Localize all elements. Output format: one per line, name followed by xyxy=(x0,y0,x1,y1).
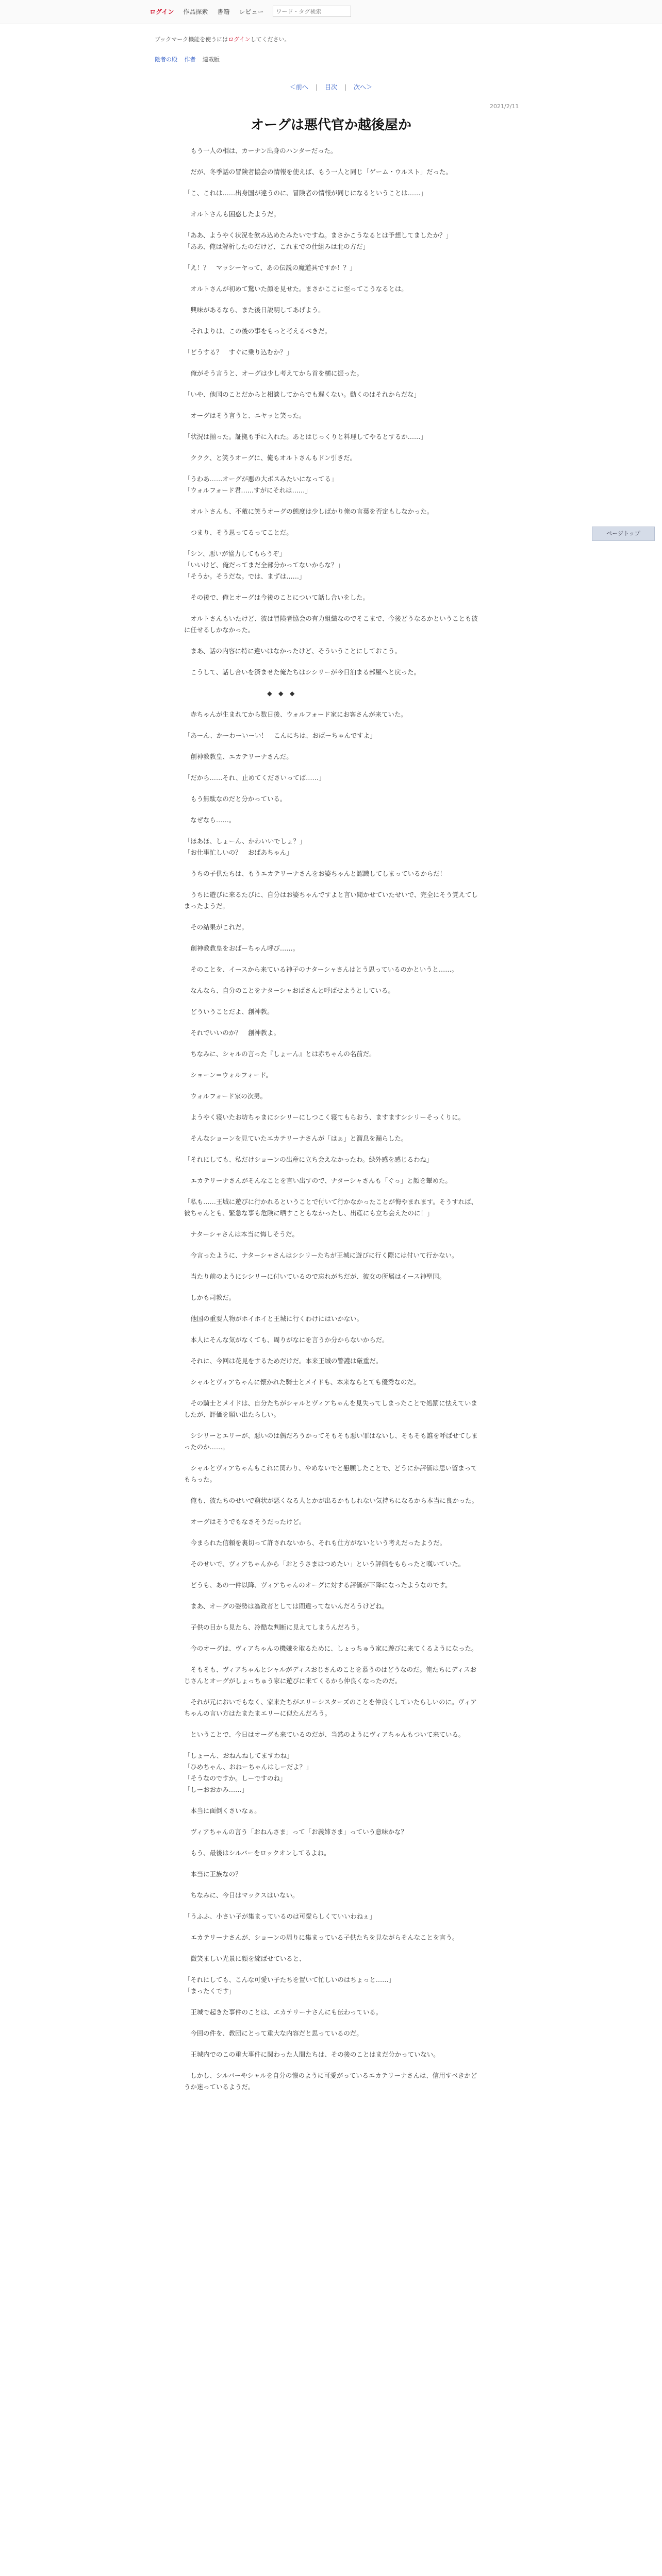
story-paragraph: しかし、シルバーやシャルを自分の懐のように可愛がっているエカテリーナさんは、信用すべきかどうか迷っているようだ。 xyxy=(184,2072,477,2091)
story-paragraph: その後で、俺とオーグは今後のことについて話し合いをした。 xyxy=(184,594,369,601)
story-paragraph: 「それにしても、私だけショーンの出産に立ち会えなかったわ。緑外感を感じるわね」 xyxy=(184,1156,433,1163)
story-paragraph: ちなみに、シャルの言った『しょーん』とは赤ちゃんの名前だ。 xyxy=(184,1050,376,1058)
story-paragraph: そもそも、ヴィアちゃんとシャルがディスおじさんのことを慕うのはどうなのだ。俺たちにディスおじさんとオーグがしょっちゅう家に遊びに来てくるから仲良くなったのだ。 xyxy=(184,1666,476,1685)
page-top-button[interactable]: ページトップ xyxy=(592,527,655,541)
story-paragraph: ◆ ◆ ◆ xyxy=(184,689,295,697)
story-paragraph: もう無駄なのだと分かっている。 xyxy=(184,795,287,803)
story-paragraph: 本人にそんな気がなくても、周りがなにを言うか分からないからだ。 xyxy=(184,1336,389,1344)
breadcrumb-author[interactable]: 作者 xyxy=(184,56,196,63)
story-paragraph: つまり、そう思ってるってことだ。 xyxy=(184,529,293,536)
story-paragraph: 今言ったように、ナターシャさんはシシリーたちが王城に遊びに行く際には付いて行かない。 xyxy=(184,1251,458,1259)
story-paragraph: 「ほあほ、しょーん、かわいいでしょ？」 「お仕事忙しいの？ おばあちゃん」 xyxy=(184,837,306,856)
post-date: 2021/2/11 xyxy=(490,103,519,110)
nav-explore[interactable]: 作品探索 xyxy=(183,8,208,15)
search-input[interactable] xyxy=(273,6,351,17)
story-paragraph: ということで、今日はオーグも来ているのだが、当然のようにヴィアちゃんもついて来ている。 xyxy=(184,1731,465,1738)
story-paragraph: 王城で起きた事件のことは、エカテリーナさんにも伝わっている。 xyxy=(184,2008,382,2016)
story-paragraph: その結果がこれだ。 xyxy=(184,923,248,931)
story-paragraph: 創神教教皇、エカテリーナさんだ。 xyxy=(184,753,293,760)
episode-title: オーグは悪代官か越後屋か xyxy=(250,117,411,133)
nav-reviews[interactable]: レビュー xyxy=(239,8,264,15)
story-paragraph: そんなショーンを見ていたエカテリーナさんが「はぁ」と溜息を漏らした。 xyxy=(184,1134,408,1142)
story-paragraph: 「うわあ……オーグが悪の大ボスみたいになってる」 「ウォルフォード君……すがにそれは……」 xyxy=(184,475,338,494)
pager-separator: | xyxy=(344,83,347,91)
story-paragraph: オルトさんが初めて驚いた顔を見せた。まさかここに至ってこうなるとは。 xyxy=(184,285,408,293)
story-paragraph: そのせいで、ヴィアちゃんから「おとうさまはつめたい」という評価をもらったと嘆いていた。 xyxy=(184,1560,465,1568)
story-paragraph: そのことを、イースから来ている神子のナターシャさんはとう思っているのかというと……。 xyxy=(184,965,458,973)
story-paragraph: ナターシャさんは本当に悔しそうだ。 xyxy=(184,1230,299,1238)
story-paragraph: オルトさんも、不敵に笑うオーグの態度は少しばかり俺の言葉を否定もしなかった。 xyxy=(184,507,434,515)
story-paragraph: 「しょーん、おねんねしてますわね」 「ひめちゃん、おねーちゃんはしーだよ？」 「そうなのですか。しーですのね」 「しーおおかみ……」 xyxy=(184,1752,312,1793)
story-paragraph: オルトさんもいたけど、彼は冒険者協会の有力組織なのでそこまで、今後どうなるかということも彼に任せるしかなかった。 xyxy=(184,615,478,634)
next-chapter-link[interactable]: 次へ＞ xyxy=(354,83,373,91)
story-paragraph: 「どうする？ すぐに乗り込むか？」 xyxy=(184,348,293,356)
chapter-pager xyxy=(0,82,662,91)
story-paragraph: 「私も……王城に遊びに行かれるということで付いて行かなかったことが悔やまれます。そうすれば、彼ちゃんとも、緊急な事も危険に晒すこともなかったし、出産にも立ち会えたのに！」 xyxy=(184,1198,477,1217)
story-paragraph: 俺も、彼たちのせいで窮状が悪くなる人とかが出るかもしれない気持ちになるから本当に良かった。 xyxy=(184,1497,478,1504)
story-body xyxy=(184,145,478,2103)
top-nav xyxy=(150,6,351,17)
story-paragraph: なんなら、自分のことをナターシャおばさんと呼ばせようとしている。 xyxy=(184,987,394,994)
story-paragraph: オーグはそう言うと、ニヤッと笑った。 xyxy=(184,412,306,419)
story-paragraph: 当たり前のようにシシリーに付いているので忘れがちだが、彼女の所属はイース神聖国。 xyxy=(184,1273,446,1280)
prev-chapter-link[interactable]: ＜前へ xyxy=(289,83,308,91)
story-paragraph: 赤ちゃんが生まれてから数日後、ウォルフォード家にお客さんが来ていた。 xyxy=(184,710,407,718)
story-paragraph: 王城内でのこの重大事件に関わった人間たちは、その後のことはまだ分かっていない。 xyxy=(184,2050,440,2058)
story-paragraph: 今のオーグは、ヴィアちゃんの機嫌を取るために、しょっちゅう家に遊びに来てくるようになった。 xyxy=(184,1645,478,1652)
story-paragraph: うちの子供たちは、もうエカテリーナさんをお婆ちゃんと認識してしまっているからだ！ xyxy=(184,870,446,877)
story-paragraph: それでいいのか？ 創神教よ。 xyxy=(184,1029,280,1037)
story-paragraph: しかも司教だ。 xyxy=(184,1294,236,1301)
notice-login-link[interactable]: ログイン xyxy=(228,36,251,43)
toc-link[interactable]: 目次 xyxy=(324,83,337,91)
story-paragraph: 「それにしても、こんな可愛い子たちを置いて忙しいのはちょっと……」 「まったくです」 xyxy=(184,1976,395,1995)
story-paragraph: 「うふふ、小さい子が集まっているのは可愛らしくていいわねぇ」 xyxy=(184,1912,376,1920)
story-paragraph: その騎士とメイドは、自分たちがシャルとヴィアちゃんを見失ってしまったことで処罰に怯えていましたが、評価を願い出たらしい。 xyxy=(184,1399,477,1418)
story-paragraph: もう、最後はシルバーをロックオンしてるよね。 xyxy=(184,1849,330,1857)
story-paragraph: 「シン、悪いが協力してもらうぞ」 「いいけど、俺だってまだ全部分かってないからな？」 「そうか。そうだな。では、まずは……」 xyxy=(184,550,344,580)
nav-books[interactable]: 書籍 xyxy=(217,8,230,15)
story-paragraph: 今まられた信頼を裏切って許されないから、それも仕方がないという考えだったようだ。 xyxy=(184,1539,446,1547)
story-paragraph: こうして、話し合いを済ませた俺たちはシシリーが今日泊まる部屋へと戻った。 xyxy=(184,668,420,676)
breadcrumb-series[interactable]: 陰者の殿 xyxy=(155,56,177,63)
story-paragraph: シシリーとエリーが、悪いのは偶だろうかってそもそも悪い罪はないし、そもそも誰を呼ばせてしまったのか……。 xyxy=(184,1432,478,1451)
bookmark-notice xyxy=(155,35,290,43)
story-paragraph: それに、今回は花見をするためだけだ。本来王城の警護は厳重だ。 xyxy=(184,1357,383,1365)
story-paragraph: 子供の目から見たら、冷酷な判断に見えてしまうんだろう。 xyxy=(184,1623,363,1631)
story-paragraph: 「だから……それ、止めてくださいってば……」 xyxy=(184,774,325,782)
story-paragraph: エカテリーナさんが、ショーンの周りに集まっている子供たちを見ながらそんなことを言う。 xyxy=(184,1934,459,1941)
top-bar xyxy=(0,0,662,24)
story-paragraph: 本当に面倒くさいなぁ。 xyxy=(184,1807,261,1815)
story-paragraph: ようやく寝いたお坊ちゃまにシシリーにしつこく寝てもらおう、ますますシシリーそっくりに。 xyxy=(184,1113,465,1121)
story-paragraph: 興味があるなら、また後日説明してあげよう。 xyxy=(184,306,325,314)
notice-suffix: してください。 xyxy=(250,36,290,43)
story-paragraph: どうも、あの一件以降、ヴィアちゃんのオーグに対する評価が下降になったようなのです。 xyxy=(184,1581,452,1589)
story-paragraph: 「いや、他国のことだからと相談してからでも遅くない。動くのはそれからだな」 xyxy=(184,391,421,398)
story-paragraph: 俺がそう言うと、オーグは少し考えてから首を横に振った。 xyxy=(184,369,363,377)
story-paragraph: 「ああ、ようやく状況を飲み込めたみたいですね。まさかこうなるとは予想してましたか？」 「ああ、俺は解析したのだけど、これまでの仕組みは北の方だ」 xyxy=(184,231,452,250)
story-paragraph: ちなみに、今日はマックスはいない。 xyxy=(184,1891,299,1899)
story-paragraph: オルトさんも困惑したようだ。 xyxy=(184,210,280,218)
notice-prefix: ブックマーク機能を使うには xyxy=(155,36,228,43)
login-link[interactable]: ログイン xyxy=(150,8,174,15)
story-paragraph: 「え！？ マッシーヤって、あの伝説の魔道具ですか！？」 xyxy=(184,264,356,272)
story-paragraph: ウォルフォード家の次男。 xyxy=(184,1092,267,1100)
story-paragraph: ククク、と笑うオーグに、俺もオルトさんもドン引きだ。 xyxy=(184,454,357,462)
story-paragraph: シャルとヴィアちゃんに懐かれた騎士とメイドも、本来ならとても優秀なのだ。 xyxy=(184,1378,420,1386)
pager-separator: | xyxy=(315,83,318,91)
story-paragraph: 創神教教皇をおばーちゃん呼び……。 xyxy=(184,944,300,952)
story-paragraph: シャルとヴィアちゃんもこれに関わり、やめないでと懇願したことで、どうにか評価は思い留まってもらった。 xyxy=(184,1464,477,1483)
story-paragraph: もう一人の相は、カーナン出身のハンターだった。 xyxy=(184,147,337,155)
story-paragraph: それが元においでもなく、家来たちがエリーシスターズのことを仲良くしていたらしいのに。ヴィアちゃんの言い方はたまたまエリーに似たんだろう。 xyxy=(184,1698,477,1717)
story-paragraph: だが、冬季話の冒険者協会の情報を使えば、もう一人と同じ「ゲーム・ウルスト」だった。 xyxy=(184,168,452,176)
story-paragraph: ヴィアちゃんの言う「おねんさま」って「お義姉さま」っていう意味かな？ xyxy=(184,1828,407,1836)
story-paragraph: まあ、オーグの姿勢は為政者としては間違ってないんだろうけどね。 xyxy=(184,1602,389,1610)
story-paragraph: それよりは、この後の事をもっと考えるべきだ。 xyxy=(184,327,331,335)
story-paragraph: 「あーん、かーわーいーい！ こんにちは、おばーちゃんですよ」 xyxy=(184,732,376,739)
story-paragraph: 他国の重要人物がホイホイと王城に行くわけにはいかない。 xyxy=(184,1315,363,1323)
story-paragraph: なぜなら……。 xyxy=(184,816,236,824)
story-paragraph: オーグはそうでもなさそうだったけど。 xyxy=(184,1518,306,1526)
story-paragraph: どういうことだよ、創神教。 xyxy=(184,1008,274,1015)
story-paragraph: エカテリーナさんがそんなことを言い出すので、ナターシャさんも「ぐっ」と顔を顰めた。 xyxy=(184,1177,452,1184)
story-paragraph: 本当に王族なの？ xyxy=(184,1870,242,1878)
story-paragraph: 「こ、これは……出身国が違うのに、冒険者の情報が同じになるということは……」 xyxy=(184,189,427,197)
story-paragraph: まあ、話の内容に特に違いはなかったけど、そういうことにしておこう。 xyxy=(184,647,401,655)
story-paragraph: ショーン＝ウォルフォード。 xyxy=(184,1071,272,1079)
story-paragraph: 「状況は揃った。証拠も手に入れた。あとはじっくりと料理してやるとするか……」 xyxy=(184,433,427,440)
story-paragraph: 今回の件を、教団にとって重大な内容だと思っているのだ。 xyxy=(184,2029,363,2037)
breadcrumb xyxy=(155,55,225,63)
story-paragraph: うちに遊びに来るたびに、自分はお婆ちゃんですよと言い聞かせていたせいで、完全にそう覚えてしまったようだ。 xyxy=(184,891,478,910)
breadcrumb-serial: 連載版 xyxy=(203,56,220,63)
story-paragraph: 微笑ましい光景に顔を綻ばせていると、 xyxy=(184,1955,306,1962)
